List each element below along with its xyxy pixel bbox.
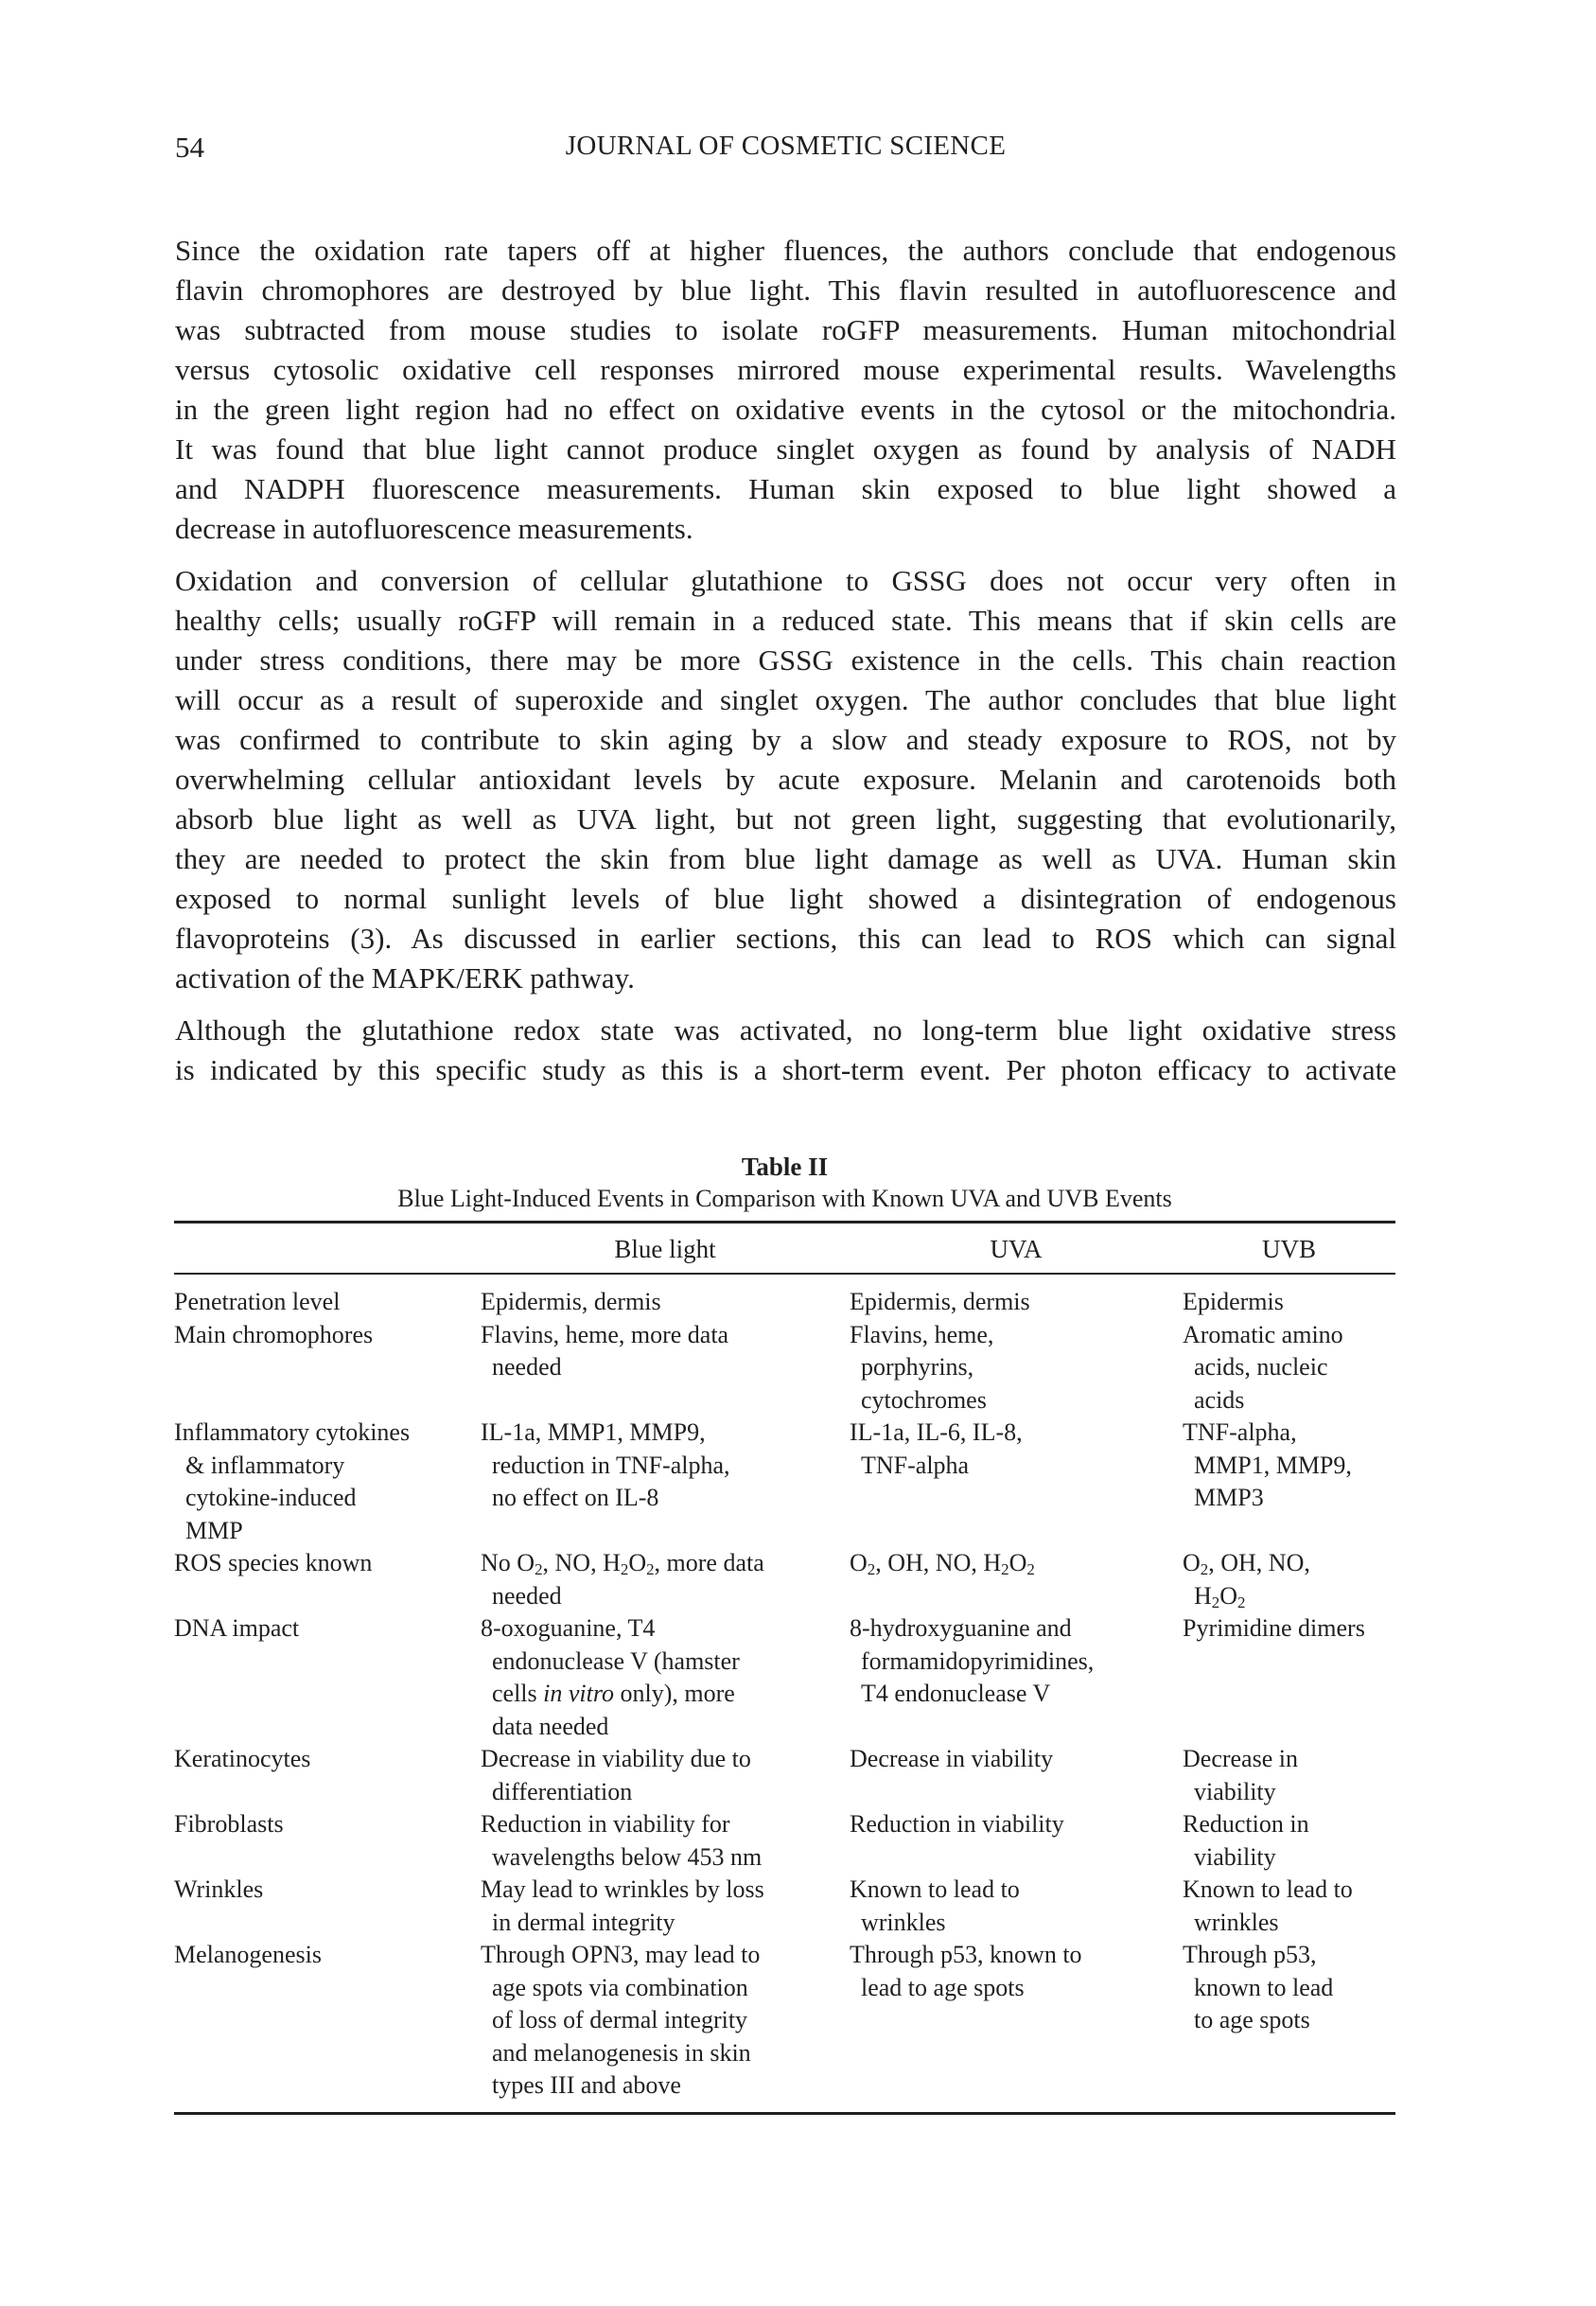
- cell-uva: [850, 1612, 1183, 1743]
- cell-line: data needed: [492, 1712, 609, 1740]
- cell-line: Aromatic amino: [1183, 1320, 1343, 1348]
- cell-line: & inflammatory: [185, 1451, 345, 1479]
- column-header-uva: UVA: [990, 1235, 1043, 1263]
- cell-line: wrinkles: [861, 1908, 946, 1936]
- cell-line: in dermal integrity: [492, 1908, 675, 1936]
- cell-line: Reduction in viability for: [481, 1810, 730, 1838]
- column-header-blue-light: Blue light: [614, 1235, 716, 1263]
- row-label: [174, 1874, 481, 1939]
- cell-line: wrinkles: [1194, 1908, 1279, 1936]
- cell-line: TNF-alpha,: [1183, 1418, 1297, 1446]
- column-header-uvb: UVB: [1261, 1235, 1316, 1263]
- cell-line: DNA impact: [174, 1614, 300, 1642]
- table-bottom-rule: [174, 2112, 1395, 2115]
- table-row: [174, 1319, 1395, 1417]
- cell-line: Through p53,: [1183, 1941, 1317, 1968]
- cell-line: MMP: [185, 1516, 243, 1544]
- cell-blue-light: [481, 1286, 850, 1319]
- cell-line: Main chromophores: [174, 1320, 374, 1348]
- cell-line: cells in vitro only), more: [492, 1680, 735, 1707]
- paragraph: [175, 561, 1396, 998]
- cell-blue-light: [481, 1939, 850, 2103]
- table-ii: [174, 1151, 1395, 2115]
- table-row: [174, 1874, 1395, 1939]
- text-line: Oxidation and conversion of cellular glutathione to GSSG does not occur very often in: [175, 564, 1396, 597]
- cell-line: lead to age spots: [861, 1973, 1025, 2001]
- cell-uvb: [1183, 1874, 1395, 1939]
- body-text: [175, 231, 1396, 1102]
- cell-line: wavelengths below 453 nm: [492, 1842, 763, 1871]
- text-line: they are needed to protect the skin from blue light damage as well as UVA. Human skin: [175, 842, 1396, 875]
- table-row: [174, 1547, 1395, 1612]
- text-line: will occur as a result of superoxide and singlet oxygen. The author concludes that blue light: [175, 683, 1396, 716]
- text-line: flavoproteins (3). As discussed in earlier sections, this can lead to ROS which can signal: [175, 922, 1396, 955]
- text-line: under stress conditions, there may be more GSSG existence in the cells. This chain reaction: [175, 643, 1396, 677]
- cell-line: 8-hydroxyguanine and: [850, 1614, 1072, 1642]
- cell-line: Melanogenesis: [174, 1941, 322, 1968]
- cell-blue-light: [481, 1417, 850, 1547]
- cell-line: of loss of dermal integrity: [492, 2006, 748, 2033]
- text-line: activation of the MAPK/ERK pathway.: [175, 961, 635, 995]
- cell-blue-light: [481, 1808, 850, 1874]
- cell-line: cytochromes: [861, 1385, 987, 1414]
- text-line: absorb blue light as well as UVA light, but not green light, suggesting that evolutionarily,: [175, 802, 1396, 836]
- cell-line: Reduction in: [1183, 1810, 1309, 1838]
- cell-line: known to lead: [1194, 1973, 1334, 2001]
- cell-uvb: [1183, 1547, 1395, 1612]
- cell-uva: [850, 1417, 1183, 1547]
- cell-line: viability: [1194, 1777, 1276, 1805]
- cell-line: reduction in TNF-alpha,: [492, 1451, 730, 1479]
- cell-line: Epidermis, dermis: [850, 1288, 1030, 1315]
- cell-line: Epidermis, dermis: [481, 1288, 661, 1315]
- page-number: 54: [175, 131, 204, 164]
- cell-uvb: [1183, 1808, 1395, 1874]
- cell-line: Keratinocytes: [174, 1745, 311, 1772]
- row-label: [174, 1319, 481, 1417]
- text-line: healthy cells; usually roGFP will remain in a reduced state. This means that if skin cells are: [175, 604, 1396, 637]
- table-body: [174, 1275, 1395, 2112]
- cell-line: porphyrins,: [861, 1353, 974, 1381]
- text-line: in the green light region had no effect on oxidative events in the cytosol or the mitochondria.: [175, 393, 1396, 426]
- cell-blue-light: [481, 1874, 850, 1939]
- cell-uva: [850, 1286, 1183, 1319]
- paragraph: [175, 231, 1396, 549]
- cell-line: viability: [1194, 1842, 1276, 1871]
- cell-uva: [850, 1547, 1183, 1612]
- cell-line: May lead to wrinkles by loss: [481, 1875, 764, 1903]
- text-line: Since the oxidation rate tapers off at higher fluences, the authors conclude that endogenous: [175, 234, 1396, 267]
- cell-uvb: [1183, 1612, 1395, 1743]
- table-row: [174, 1286, 1395, 1319]
- cell-line: 8-oxoguanine, T4: [481, 1614, 656, 1642]
- cell-line: MMP1, MMP9,: [1194, 1451, 1352, 1479]
- cell-line: MMP3: [1194, 1484, 1264, 1511]
- text-line: was subtracted from mouse studies to isolate roGFP measurements. Human mitochondrial: [175, 313, 1396, 346]
- cell-line: no effect on IL-8: [492, 1484, 659, 1511]
- cell-blue-light: [481, 1612, 850, 1743]
- cell-line: Decrease in viability: [850, 1745, 1054, 1772]
- cell-line: needed: [492, 1581, 562, 1610]
- cell-blue-light: [481, 1319, 850, 1417]
- cell-line: acids: [1194, 1385, 1245, 1414]
- cell-uva: [850, 1939, 1183, 2103]
- cell-line: Through p53, known to: [850, 1941, 1082, 1968]
- cell-blue-light: [481, 1547, 850, 1612]
- text-line: versus cytosolic oxidative cell responses mirrored mouse experimental results. Wavelengths: [175, 353, 1396, 386]
- text-line: decrease in autofluorescence measurements.: [175, 512, 693, 545]
- cell-blue-light: [481, 1743, 850, 1808]
- table-row: [174, 1612, 1395, 1743]
- cell-uva: [850, 1808, 1183, 1874]
- cell-line: differentiation: [492, 1777, 633, 1805]
- cell-line: acids, nucleic: [1194, 1353, 1328, 1381]
- row-label: [174, 1612, 481, 1743]
- cell-line: Pyrimidine dimers: [1183, 1614, 1365, 1642]
- cell-line: Epidermis: [1183, 1288, 1284, 1315]
- row-label: [174, 1547, 481, 1612]
- cell-line: IL-1a, MMP1, MMP9,: [481, 1418, 706, 1446]
- row-label: [174, 1939, 481, 2103]
- cell-line: ROS species known: [174, 1549, 373, 1576]
- text-line: exposed to normal sunlight levels of blue light showed a disintegration of endogenous: [175, 882, 1396, 915]
- cell-line: TNF-alpha: [861, 1451, 970, 1479]
- table-number: Table II: [741, 1153, 829, 1181]
- text-line: and NADPH fluorescence measurements. Human skin exposed to blue light showed a: [175, 472, 1396, 505]
- row-label: [174, 1743, 481, 1808]
- table-title: Blue Light-Induced Events in Comparison with Known UVA and UVB Events: [397, 1185, 1172, 1212]
- text-line: It was found that blue light cannot produce singlet oxygen as found by analysis of NADH: [175, 432, 1396, 466]
- cell-line: Flavins, heme,: [850, 1320, 994, 1348]
- text-line: was confirmed to contribute to skin aging by a slow and steady exposure to ROS, not by: [175, 723, 1396, 756]
- cell-line: $O_2$, OH, NO,: [1183, 1549, 1310, 1578]
- cell-line: endonuclease V (hamster: [492, 1646, 740, 1675]
- cell-line: and melanogenesis in skin: [492, 2038, 751, 2067]
- text-line: flavin chromophores are destroyed by blue light. This flavin resulted in autofluorescence and: [175, 273, 1396, 307]
- cell-line: formamidopyrimidines,: [861, 1646, 1095, 1675]
- cell-line: cytokine-induced: [185, 1484, 357, 1511]
- cell-line: to age spots: [1194, 2006, 1310, 2033]
- row-label: [174, 1286, 481, 1319]
- text-line: overwhelming cellular antioxidant levels by acute exposure. Melanin and carotenoids both: [175, 763, 1396, 796]
- table-row: [174, 1743, 1395, 1808]
- cell-uva: [850, 1743, 1183, 1808]
- cell-uvb: [1183, 1286, 1395, 1319]
- cell-line: Inflammatory cytokines: [174, 1418, 411, 1446]
- cell-line: Known to lead to: [850, 1875, 1020, 1903]
- cell-line: types III and above: [492, 2071, 681, 2099]
- cell-line: IL-1a, IL-6, IL-8,: [850, 1418, 1023, 1446]
- cell-uvb: [1183, 1319, 1395, 1417]
- cell-line: Decrease in: [1183, 1745, 1298, 1772]
- cell-line: needed: [492, 1353, 562, 1381]
- cell-uvb: [1183, 1743, 1395, 1808]
- cell-line: Fibroblasts: [174, 1810, 284, 1838]
- cell-line: Known to lead to: [1183, 1875, 1353, 1903]
- cell-line: T4 endonuclease V: [861, 1680, 1051, 1707]
- text-line: Although the glutathione redox state was activated, no long-term blue light oxidative stress: [175, 1013, 1396, 1047]
- cell-line: Penetration level: [174, 1288, 341, 1315]
- cell-uva: [850, 1319, 1183, 1417]
- table-row: [174, 1808, 1395, 1874]
- cell-line: Reduction in viability: [850, 1810, 1064, 1838]
- cell-line: $O_2$, OH, NO, $H_2O_2$: [850, 1549, 1035, 1578]
- cell-line: $H_2O_2$: [1194, 1581, 1246, 1611]
- text-line: is indicated by this specific study as this is a short-term event. Per photon efficacy to activate: [175, 1053, 1396, 1086]
- cell-uvb: [1183, 1417, 1395, 1547]
- cell-line: Decrease in viability due to: [481, 1745, 751, 1772]
- paragraph: [175, 1011, 1396, 1090]
- table-header-row: [174, 1223, 1395, 1273]
- running-head: [175, 131, 1396, 168]
- row-label: [174, 1417, 481, 1547]
- cell-line: Flavins, heme, more data: [481, 1320, 729, 1348]
- cell-line: Wrinkles: [174, 1875, 264, 1903]
- table-row: [174, 1417, 1395, 1547]
- table-row: [174, 1939, 1395, 2103]
- cell-line: Through OPN3, may lead to: [481, 1941, 761, 1968]
- cell-line: age spots via combination: [492, 1973, 748, 2001]
- row-label: [174, 1808, 481, 1874]
- journal-title: JOURNAL OF COSMETIC SCIENCE: [565, 131, 1007, 161]
- cell-line: No $O_2$, NO, $H_2O_2$, more data: [481, 1549, 764, 1578]
- cell-uva: [850, 1874, 1183, 1939]
- cell-uvb: [1183, 1939, 1395, 2103]
